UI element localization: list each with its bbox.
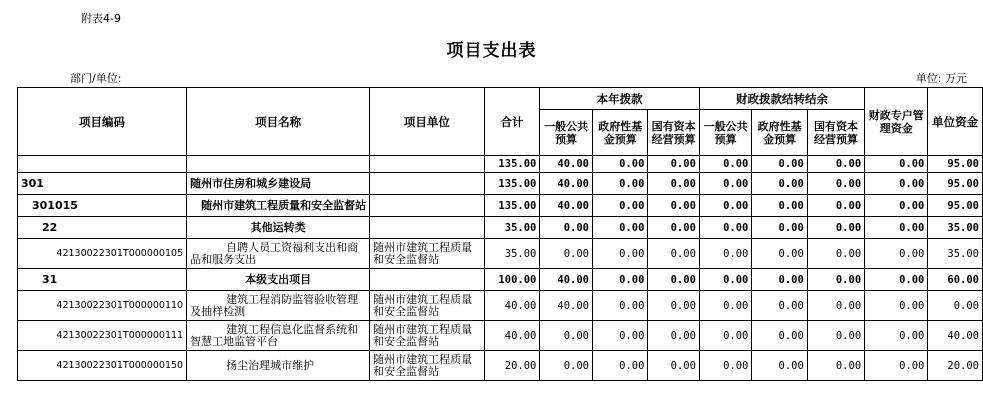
row-project-unit	[370, 195, 485, 217]
row-carry-general-public: 0.00	[699, 351, 751, 381]
row-gov-fund: 0.00	[593, 239, 648, 269]
row-gov-fund: 0.00	[593, 173, 648, 195]
row-unit-funds: 40.00	[928, 321, 983, 351]
row-carry-gov-fund: 0.00	[752, 351, 807, 381]
row-project-code: 42130022301T000000110	[18, 291, 187, 321]
row-carry-general-public: 0.00	[699, 173, 751, 195]
page-title: 项目支出表	[446, 41, 537, 61]
table-row	[18, 217, 983, 239]
header-group-current-year: 本年拨款	[540, 88, 700, 110]
header-project-code: 项目编码	[18, 88, 187, 156]
header-group-carryover: 财政拨款结转结余	[699, 88, 864, 110]
header-state-capital: 国有资本经营预算	[648, 110, 700, 156]
row-carry-state-capital: 0.00	[807, 351, 864, 381]
row-carry-general-public: 0.00	[699, 217, 751, 239]
row-carry-gov-fund: 0.00	[752, 269, 807, 291]
table-row	[18, 321, 983, 351]
row-project-unit: 随州市建筑工程质量和安全监督站	[370, 351, 485, 381]
row-total: 40.00	[484, 321, 540, 351]
summary-carry-general-public: 0.00	[699, 156, 751, 173]
row-carry-state-capital: 0.00	[807, 239, 864, 269]
annex-label: 附表4-9	[81, 12, 121, 25]
row-total: 100.00	[484, 269, 540, 291]
project-expenditure-table	[17, 87, 983, 381]
row-project-code: 301015	[18, 195, 187, 217]
row-project-code: 22	[18, 217, 187, 239]
row-project-unit	[370, 173, 485, 195]
header-carry-state-capital: 国有资本经营预算	[807, 110, 864, 156]
row-state-capital: 0.00	[648, 351, 700, 381]
header-carry-gov-fund: 政府性基金预算	[752, 110, 807, 156]
row-state-capital: 0.00	[648, 173, 700, 195]
row-gov-fund: 0.00	[593, 195, 648, 217]
department-label: 部门/单位:	[70, 72, 122, 85]
row-unit-funds: 0.00	[928, 291, 983, 321]
header-special-account: 财政专户管理资金	[865, 88, 928, 156]
row-gov-fund: 0.00	[593, 291, 648, 321]
row-total: 20.00	[484, 351, 540, 381]
header-project-name: 项目名称	[187, 88, 370, 156]
row-total: 35.00	[484, 239, 540, 269]
row-general-public: 0.00	[540, 239, 593, 269]
row-carry-state-capital: 0.00	[807, 217, 864, 239]
row-project-unit: 随州市建筑工程质量和安全监督站	[370, 291, 485, 321]
row-state-capital: 0.00	[648, 321, 700, 351]
table-row	[18, 351, 983, 381]
row-general-public: 40.00	[540, 291, 593, 321]
summary-gov-fund: 0.00	[593, 156, 648, 173]
row-carry-state-capital: 0.00	[807, 195, 864, 217]
row-project-name: 其他运转类	[187, 217, 370, 239]
row-state-capital: 0.00	[648, 291, 700, 321]
unit-label: 单位: 万元	[915, 72, 967, 85]
table-row	[18, 195, 983, 217]
row-state-capital: 0.00	[648, 195, 700, 217]
row-project-code: 301	[18, 173, 187, 195]
table-row	[18, 269, 983, 291]
row-unit-funds: 95.00	[928, 173, 983, 195]
summary-unit	[370, 156, 485, 173]
row-carry-general-public: 0.00	[699, 321, 751, 351]
row-project-code: 42130022301T000000150	[18, 351, 187, 381]
row-project-name: 自聘人员工资福利支出和商品和服务支出	[187, 239, 370, 269]
row-carry-state-capital: 0.00	[807, 291, 864, 321]
summary-carry-state-capital: 0.00	[807, 156, 864, 173]
row-carry-general-public: 0.00	[699, 239, 751, 269]
row-carry-gov-fund: 0.00	[752, 321, 807, 351]
row-carry-state-capital: 0.00	[807, 269, 864, 291]
header-gov-fund: 政府性基金预算	[593, 110, 648, 156]
row-general-public: 0.00	[540, 351, 593, 381]
summary-general-public: 40.00	[540, 156, 593, 173]
summary-row	[18, 156, 983, 173]
row-state-capital: 0.00	[648, 217, 700, 239]
row-carry-state-capital: 0.00	[807, 173, 864, 195]
row-general-public: 0.00	[540, 321, 593, 351]
row-carry-gov-fund: 0.00	[752, 239, 807, 269]
row-special-account: 0.00	[865, 351, 928, 381]
header-unit-funds: 单位资金	[928, 88, 983, 156]
row-project-code: 42130022301T000000111	[18, 321, 187, 351]
row-special-account: 0.00	[865, 173, 928, 195]
row-total: 135.00	[484, 173, 540, 195]
table-row	[18, 173, 983, 195]
row-gov-fund: 0.00	[593, 321, 648, 351]
summary-name	[187, 156, 370, 173]
row-project-unit: 随州市建筑工程质量和安全监督站	[370, 321, 485, 351]
row-gov-fund: 0.00	[593, 217, 648, 239]
row-project-code: 42130022301T000000105	[18, 239, 187, 269]
row-project-code: 31	[18, 269, 187, 291]
row-unit-funds: 60.00	[928, 269, 983, 291]
row-project-name: 扬尘治理城市维护	[187, 351, 370, 381]
row-project-name: 随州市建筑工程质量和安全监督站	[187, 195, 370, 217]
row-gov-fund: 0.00	[593, 269, 648, 291]
summary-carry-gov-fund: 0.00	[752, 156, 807, 173]
row-project-unit: 随州市建筑工程质量和安全监督站	[370, 239, 485, 269]
row-gov-fund: 0.00	[593, 351, 648, 381]
row-special-account: 0.00	[865, 269, 928, 291]
summary-code	[18, 156, 187, 173]
row-special-account: 0.00	[865, 239, 928, 269]
row-project-name: 建筑工程信息化监督系统和智慧工地监管平台	[187, 321, 370, 351]
row-state-capital: 0.00	[648, 239, 700, 269]
table-row	[18, 239, 983, 269]
row-carry-general-public: 0.00	[699, 269, 751, 291]
row-total: 135.00	[484, 195, 540, 217]
row-carry-state-capital: 0.00	[807, 321, 864, 351]
row-general-public: 40.00	[540, 195, 593, 217]
header-project-unit: 项目单位	[370, 88, 485, 156]
header-carry-general-public: 一般公共预算	[699, 110, 751, 156]
row-project-unit	[370, 217, 485, 239]
row-unit-funds: 95.00	[928, 195, 983, 217]
row-special-account: 0.00	[865, 291, 928, 321]
summary-unit-funds: 95.00	[928, 156, 983, 173]
row-general-public: 40.00	[540, 173, 593, 195]
row-special-account: 0.00	[865, 195, 928, 217]
summary-state-capital: 0.00	[648, 156, 700, 173]
header-total: 合计	[484, 88, 540, 156]
row-project-name: 本级支出项目	[187, 269, 370, 291]
table-row	[18, 291, 983, 321]
row-unit-funds: 35.00	[928, 239, 983, 269]
row-unit-funds: 35.00	[928, 217, 983, 239]
row-unit-funds: 20.00	[928, 351, 983, 381]
row-state-capital: 0.00	[648, 269, 700, 291]
row-project-name: 随州市住房和城乡建设局	[187, 173, 370, 195]
row-special-account: 0.00	[865, 321, 928, 351]
row-total: 40.00	[484, 291, 540, 321]
row-carry-gov-fund: 0.00	[752, 291, 807, 321]
summary-special-account: 0.00	[865, 156, 928, 173]
row-general-public: 40.00	[540, 269, 593, 291]
row-carry-gov-fund: 0.00	[752, 217, 807, 239]
summary-total: 135.00	[484, 156, 540, 173]
row-carry-gov-fund: 0.00	[752, 173, 807, 195]
row-project-name: 建筑工程消防监管验收管理及抽样检测	[187, 291, 370, 321]
row-carry-general-public: 0.00	[699, 195, 751, 217]
row-total: 35.00	[484, 217, 540, 239]
row-project-unit	[370, 269, 485, 291]
row-carry-general-public: 0.00	[699, 291, 751, 321]
row-special-account: 0.00	[865, 217, 928, 239]
header-general-public: 一般公共预算	[540, 110, 593, 156]
row-carry-gov-fund: 0.00	[752, 195, 807, 217]
row-general-public: 0.00	[540, 217, 593, 239]
